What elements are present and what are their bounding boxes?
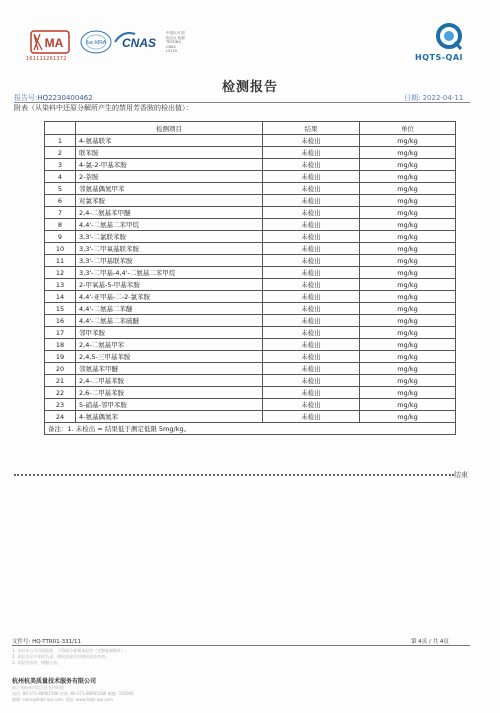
row-number: 4 [45, 171, 76, 183]
row-number: 24 [45, 411, 76, 423]
row-item: 4-氨基联苯 [76, 135, 263, 147]
cnas-logo [113, 30, 165, 54]
table-row [45, 315, 456, 327]
col-header-result: 结果 [263, 122, 360, 135]
row-unit: mg/kg [360, 255, 456, 267]
company-contact: 电话: 86-571-88902198 传真: 86-571-88905286 邮编: 310000 [12, 691, 134, 696]
table-row [45, 387, 456, 399]
row-result: 未检出 [263, 327, 360, 339]
row-number: 3 [45, 159, 76, 171]
table-row [45, 255, 456, 267]
svg-text:ilac-MRA: ilac-MRA [85, 40, 107, 46]
col-header-item: 检测项目 [76, 122, 263, 135]
table-row [45, 147, 456, 159]
table-header-row [45, 122, 456, 135]
row-result: 未检出 [263, 363, 360, 375]
row-result: 未检出 [263, 171, 360, 183]
svg-text:MA: MA [44, 36, 64, 50]
row-number: 15 [45, 303, 76, 315]
row-unit: mg/kg [360, 303, 456, 315]
row-unit: mg/kg [360, 339, 456, 351]
row-result: 未检出 [263, 291, 360, 303]
row-item: 3,3'-二甲基联苯胺 [76, 255, 263, 267]
row-result: 未检出 [263, 267, 360, 279]
row-number: 13 [45, 279, 76, 291]
report-date-value: 2022-04-11 [422, 94, 464, 102]
report-date-label: 日期: [404, 94, 421, 102]
row-unit: mg/kg [360, 399, 456, 411]
row-unit: mg/kg [360, 219, 456, 231]
row-item: 4-氨基偶氮苯 [76, 411, 263, 423]
row-item: 3,3'-二氯联苯胺 [76, 231, 263, 243]
row-item: 2,4,5-三甲基苯胺 [76, 351, 263, 363]
row-result: 未检出 [263, 351, 360, 363]
report-number-value: HQ2230400462 [37, 94, 93, 102]
row-unit: mg/kg [360, 387, 456, 399]
row-item: 2,4-二氨基苯甲醚 [76, 207, 263, 219]
row-number: 14 [45, 291, 76, 303]
row-item: 3,3'-二甲基-4,4'-二氨基二苯甲烷 [76, 267, 263, 279]
row-unit: mg/kg [360, 375, 456, 387]
table-row [45, 219, 456, 231]
row-result: 未检出 [263, 195, 360, 207]
row-item: 2-萘胺 [76, 171, 263, 183]
row-number: 11 [45, 255, 76, 267]
row-unit: mg/kg [360, 135, 456, 147]
file-number: 文件号: HQ-TTR01-331/11 [12, 639, 81, 645]
row-result: 未检出 [263, 231, 360, 243]
row-number: 2 [45, 147, 76, 159]
brand-name: HQTS-QAI [415, 53, 464, 62]
row-unit: mg/kg [360, 291, 456, 303]
row-item: 4,4'-二氨基二苯醚 [76, 303, 263, 315]
company-email: 邮箱: sales@hqts-qai.com, 网址: www.hqts-qai.com [12, 697, 113, 702]
end-label: 结束 [454, 471, 468, 479]
row-number: 1 [45, 135, 76, 147]
row-number: 20 [45, 363, 76, 375]
row-number: 18 [45, 339, 76, 351]
row-number: 22 [45, 387, 76, 399]
row-item: 4,4'-亚甲基-二-2-氯苯胺 [76, 291, 263, 303]
row-unit: mg/kg [360, 147, 456, 159]
row-number: 12 [45, 267, 76, 279]
row-item: 2,4-二甲基苯胺 [76, 375, 263, 387]
row-item: 对氯苯胺 [76, 195, 263, 207]
row-result: 未检出 [263, 279, 360, 291]
row-unit: mg/kg [360, 171, 456, 183]
row-result: 未检出 [263, 399, 360, 411]
table-row [45, 159, 456, 171]
footer-note: 1. 未经本公司书面批准，不得部分复制本报告（完整复制除外）。 [12, 648, 130, 653]
ilac-logo [80, 30, 112, 54]
row-unit: mg/kg [360, 327, 456, 339]
cnas-subtitle: 中国认可 国际互认 检测 TESTING CNAS L5129 [166, 31, 185, 53]
table-row [45, 207, 456, 219]
table-row [45, 375, 456, 387]
row-item: 2,4-二氨基甲苯 [76, 339, 263, 351]
row-number: 9 [45, 231, 76, 243]
row-result: 未检出 [263, 135, 360, 147]
appendix-caption: 附表（从染料中还原分解所产生的禁用芳香胺的检出值）： [14, 104, 193, 112]
row-unit: mg/kg [360, 267, 456, 279]
row-number: 5 [45, 183, 76, 195]
row-number: 10 [45, 243, 76, 255]
row-number: 21 [45, 375, 76, 387]
row-number: 8 [45, 219, 76, 231]
table-row [45, 411, 456, 423]
row-number: 23 [45, 399, 76, 411]
row-item: 邻氨基苯甲醚 [76, 363, 263, 375]
row-item: 4,4'-二氨基二苯甲烷 [76, 219, 263, 231]
table-row [45, 243, 456, 255]
row-number: 6 [45, 195, 76, 207]
row-result: 未检出 [263, 147, 360, 159]
footer-note: 3. 本报告涂改、增删无效。 [12, 660, 62, 665]
col-header-no [45, 122, 76, 135]
row-unit: mg/kg [360, 207, 456, 219]
results-table [44, 121, 456, 435]
row-result: 未检出 [263, 375, 360, 387]
row-result: 未检出 [263, 411, 360, 423]
footer-note: 2. 本报告仅对来样负责，测试结果仅对测试样品有效。 [12, 654, 110, 659]
row-result: 未检出 [263, 255, 360, 267]
cma-number: 161111261372 [26, 56, 67, 62]
row-item: 2,6-二甲基苯胺 [76, 387, 263, 399]
company-name: 杭州杭美质量技术服务有限公司 [12, 678, 97, 685]
row-item: 5-硝基-邻甲苯胺 [76, 399, 263, 411]
row-unit: mg/kg [360, 411, 456, 423]
table-row [45, 135, 456, 147]
report-number-label: 报告号: [14, 94, 38, 102]
col-header-unit: 单位 [360, 122, 456, 135]
row-unit: mg/kg [360, 231, 456, 243]
row-unit: mg/kg [360, 363, 456, 375]
row-result: 未检出 [263, 243, 360, 255]
table-row [45, 279, 456, 291]
row-unit: mg/kg [360, 195, 456, 207]
table-row [45, 195, 456, 207]
row-item: 4-氯-2-甲基苯胺 [76, 159, 263, 171]
row-result: 未检出 [263, 159, 360, 171]
cma-logo [30, 30, 70, 54]
row-unit: mg/kg [360, 159, 456, 171]
row-unit: mg/kg [360, 315, 456, 327]
row-item: 4,4'-二氨基二苯硫醚 [76, 315, 263, 327]
hqts-logo-icon [427, 22, 471, 52]
report-title: 检测报告 [221, 80, 278, 95]
table-row [45, 267, 456, 279]
company-address: 浙江省杭州市滨江区长河街道 [12, 685, 64, 690]
svg-text:CNAS: CNAS [121, 36, 157, 50]
row-unit: mg/kg [360, 183, 456, 195]
row-result: 未检出 [263, 303, 360, 315]
table-row [45, 291, 456, 303]
end-divider [14, 474, 454, 476]
row-number: 7 [45, 207, 76, 219]
row-unit: mg/kg [360, 279, 456, 291]
table-row [45, 231, 456, 243]
table-row [45, 399, 456, 411]
row-item: 3,3'-二甲氧基联苯胺 [76, 243, 263, 255]
row-number: 17 [45, 327, 76, 339]
table-note-row [45, 423, 456, 435]
table-row [45, 339, 456, 351]
row-item: 邻甲苯胺 [76, 327, 263, 339]
row-result: 未检出 [263, 315, 360, 327]
row-result: 未检出 [263, 183, 360, 195]
row-number: 19 [45, 351, 76, 363]
row-number: 16 [45, 315, 76, 327]
row-result: 未检出 [263, 339, 360, 351]
row-item: 联苯胺 [76, 147, 263, 159]
row-item: 邻氨基偶氮甲苯 [76, 183, 263, 195]
table-note: 备注：1. 未检出 = 结果低于测定低限 5mg/kg。 [45, 423, 456, 435]
row-item: 2-甲氧基-5-甲基苯胺 [76, 279, 263, 291]
row-unit: mg/kg [360, 351, 456, 363]
table-row [45, 303, 456, 315]
table-row [45, 363, 456, 375]
footer-divider [12, 645, 470, 646]
table-row [45, 351, 456, 363]
table-row [45, 171, 456, 183]
row-result: 未检出 [263, 387, 360, 399]
page-number: 第 4页 / 共 4页 [411, 639, 449, 645]
row-unit: mg/kg [360, 243, 456, 255]
row-result: 未检出 [263, 219, 360, 231]
row-result: 未检出 [263, 207, 360, 219]
table-row [45, 183, 456, 195]
table-row [45, 327, 456, 339]
